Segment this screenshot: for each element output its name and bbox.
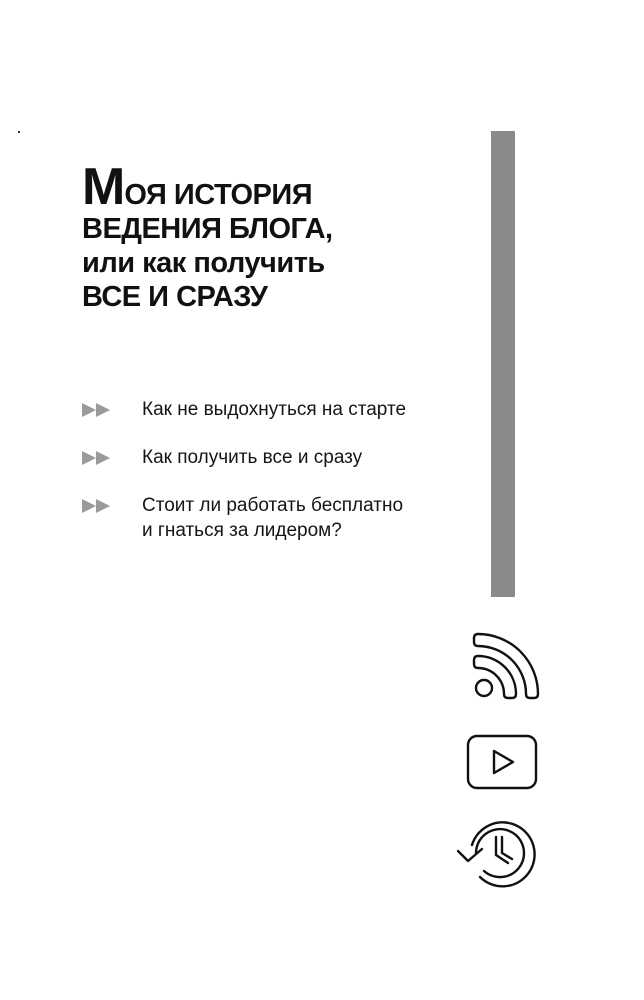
title-initial: М (82, 158, 125, 216)
stray-mark (18, 131, 20, 133)
list-item-text: Как получить все и сразу (142, 447, 363, 468)
title-line-1-rest: ОЯ ИСТОРИЯ (124, 179, 313, 211)
list-item-text-line-2: и гнаться за лидером? (142, 520, 342, 541)
fast-forward-icon (82, 403, 112, 417)
title-line-3-text: или как получить (82, 247, 325, 279)
list-item-text: Как не выдохнуться на старте (142, 399, 407, 420)
fast-forward-icon (82, 499, 112, 513)
title-line-4: ВСЕ И СРАЗУ (82, 281, 268, 313)
list-item (82, 493, 406, 543)
chapter-title (82, 158, 333, 314)
list-item (82, 445, 406, 470)
rss-icon (466, 630, 542, 706)
topics-list (82, 397, 406, 543)
decorative-side-bar (491, 131, 515, 597)
fast-forward-icon (82, 451, 112, 465)
title-line-3 (82, 246, 333, 280)
play-button-icon (466, 734, 538, 790)
title-line-2: ВЕДЕНИЯ БЛОГА, (82, 213, 333, 245)
title-line-1 (82, 158, 333, 216)
history-icon (452, 815, 538, 891)
list-item-text-line-1: Стоит ли работать бесплатно (142, 495, 404, 516)
list-item (82, 397, 406, 422)
